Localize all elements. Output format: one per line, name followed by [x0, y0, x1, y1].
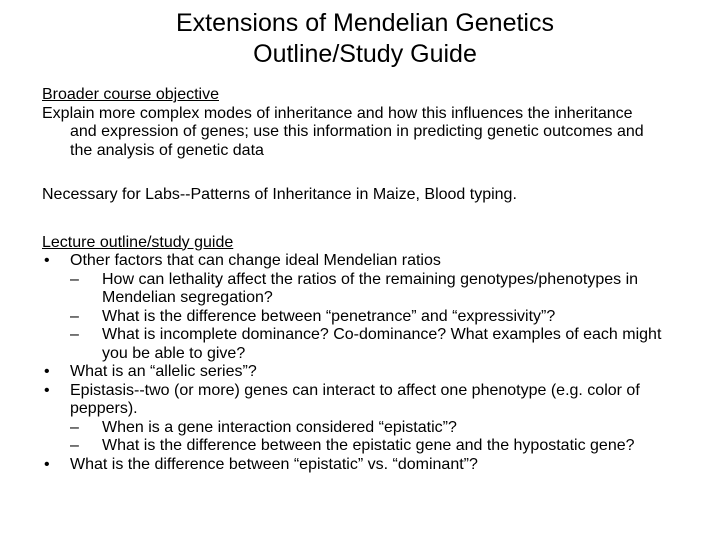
bullet-marker: • — [44, 252, 50, 269]
bullet-marker: • — [44, 363, 50, 380]
outline-heading: Lecture outline/study guide — [42, 233, 234, 251]
labs-note: Necessary for Labs--Patterns of Inheritance in Maize, Blood typing. — [42, 186, 517, 203]
sub-text: What is the difference between the epistatic gene and the hypostatic gene? — [102, 437, 635, 454]
title-line-1: Extensions of Mendelian Genetics — [176, 9, 554, 37]
outline-sub-3-2 — [42, 437, 662, 456]
bullet-marker: • — [44, 381, 50, 399]
objective-text: Explain more complex modes of inheritance and how this influences the inheritance and expression of genes; use this information in predicting genetic outcomes and the analysis of genetic data — [42, 104, 644, 159]
title-line-2: Outline/Study Guide — [253, 40, 477, 68]
dash-marker: – — [70, 307, 79, 325]
sub-text: What is incomplete dominance? Co-dominance? What examples of each might you be able to give? — [102, 326, 662, 362]
outline-sub-1-3 — [42, 326, 662, 363]
outline-sub-3-1 — [42, 419, 662, 438]
bullet-text: Epistasis--two (or more) genes can interact to affect one phenotype (e.g. color of peppers). — [70, 381, 640, 417]
outline-bullet-1 — [42, 252, 662, 271]
outline-bullet-4 — [42, 456, 662, 475]
slide-body — [42, 86, 662, 474]
objective-heading: Broader course objective — [42, 86, 219, 103]
bullet-text: Other factors that can change ideal Mendelian ratios — [70, 252, 441, 269]
outline-bullet-2 — [42, 363, 662, 382]
bullet-marker: • — [44, 455, 50, 473]
slide-title — [0, 8, 720, 70]
sub-text: What is the difference between “penetrance” and “expressivity”? — [102, 307, 556, 325]
dash-marker: – — [70, 270, 79, 288]
dash-marker: – — [70, 326, 79, 343]
sub-text: When is a gene interaction considered “epistatic”? — [102, 418, 457, 436]
dash-marker: – — [70, 437, 79, 454]
outline-sub-1-2 — [42, 308, 662, 327]
outline-bullet-3 — [42, 382, 662, 419]
bullet-text: What is the difference between “epistatic” vs. “dominant”? — [70, 455, 478, 473]
bullet-text: What is an “allelic series”? — [70, 363, 257, 380]
dash-marker: – — [70, 418, 79, 436]
sub-text: How can lethality affect the ratios of the remaining genotypes/phenotypes in Mendelian segregation? — [102, 270, 639, 306]
outline-sub-1-1 — [42, 271, 662, 308]
